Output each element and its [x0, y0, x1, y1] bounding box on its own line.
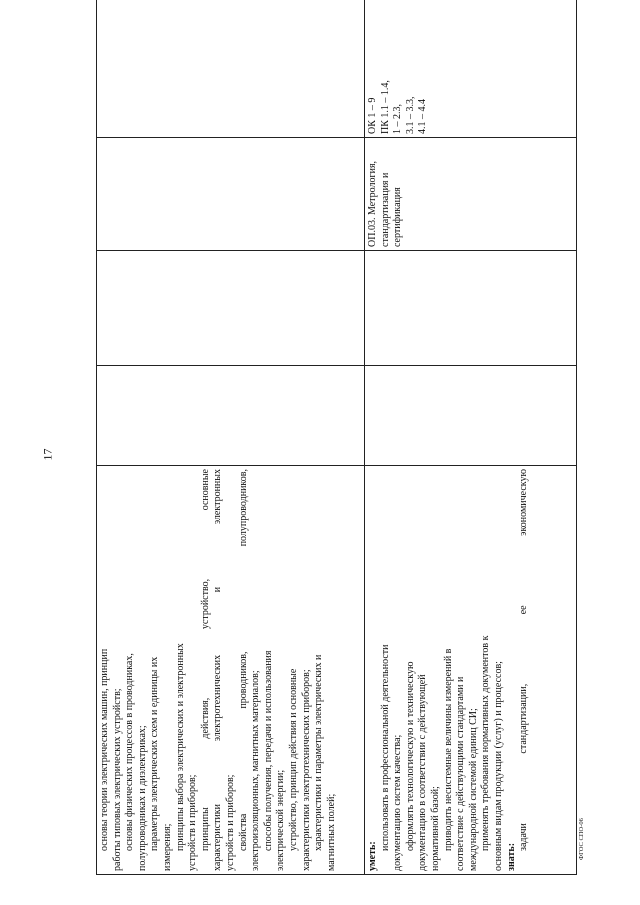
text-line: использовать в профессиональной деятельности: [379, 644, 391, 851]
text-line: основным видам продукции (услуг) и процессов;: [492, 661, 504, 871]
text-line: документацию систем качества;: [392, 734, 404, 871]
competence-cell: [365, 0, 577, 138]
text-line: измерения;: [161, 823, 173, 871]
footer-label: ФГОС СПО-06: [578, 818, 585, 860]
curriculum-table: [96, 33, 576, 875]
text-line: уметь:: [367, 841, 378, 871]
competence-codes: [367, 1, 430, 134]
table-row: [365, 0, 577, 875]
empty-cell: [365, 251, 577, 366]
discipline-cell: [365, 138, 577, 251]
text-line: оформлять технологическую и техническую: [404, 661, 416, 851]
text-line: принципы выбора электрических и электронных: [174, 643, 186, 851]
text-line: знать:: [505, 842, 517, 871]
text-line: устройство, принцип действия и основные: [287, 668, 299, 851]
skills-cell: [365, 466, 577, 875]
text-line: нормативной базой;: [429, 786, 441, 871]
knowledge-text: [99, 469, 338, 871]
page-number: 17: [40, 448, 55, 461]
empty-cell: [97, 366, 365, 466]
text-line: задачи стандартизации, ее экономическую: [518, 469, 530, 851]
text-line: полупроводниках и диэлектриках;: [136, 725, 148, 871]
text-line: соответствие с действующими стандартами и: [455, 676, 467, 871]
knowledge-cell: [97, 466, 365, 875]
text-line: приводить несистемные величины измерений в: [442, 648, 454, 851]
text-line: документацию в соответствии с действующей: [417, 674, 429, 871]
text-line: магнитных полей;: [325, 793, 337, 871]
text-line: применять требования нормативных документов к: [480, 635, 492, 851]
text-line: основы физических процессов в проводниках,: [124, 653, 136, 851]
text-line: параметры электрических схем и единицы их: [149, 656, 161, 851]
skills-text: [367, 469, 531, 871]
competence-code: 1 – 2.3,: [392, 104, 404, 134]
discipline-name: ОП.03. Метрология, стандартизация и сертификация: [367, 160, 404, 247]
text-line: работы типовых электрических устройств;: [111, 688, 123, 871]
competence-code: 3.1 – 3.3,: [404, 96, 416, 134]
empty-cell: [97, 138, 365, 251]
text-line: свойства проводников, полупроводников,: [237, 469, 249, 851]
text-line: основы теории электрических машин, принцип: [99, 648, 110, 851]
text-line: устройств и приборов;: [187, 774, 199, 871]
text-line: международной системой единиц СИ;: [467, 708, 479, 871]
table-row: [97, 0, 365, 875]
competence-code: ПК 1.1 – 1.4,: [379, 80, 391, 134]
text-line: характеристики и параметры электрических и: [313, 654, 325, 851]
competence-code: ОК 1 – 9: [367, 97, 378, 134]
text-line: характеристики электротехнических и электронных: [212, 469, 224, 871]
empty-cell: [365, 366, 577, 466]
empty-cell: [97, 251, 365, 366]
text-line: характеристики электротехнических приборов;: [300, 669, 312, 871]
competence-code: 4.1 – 4.4: [417, 99, 429, 134]
text-line: электроизоляционных, магнитных материалов;: [250, 670, 262, 871]
text-line: принципы действия, устройство, основные: [199, 469, 211, 851]
text-line: устройств и приборов;: [224, 774, 236, 871]
empty-cell: [97, 0, 365, 138]
text-line: электрической энергии;: [275, 769, 287, 871]
text-line: способы получения, передачи и использования: [262, 650, 274, 851]
